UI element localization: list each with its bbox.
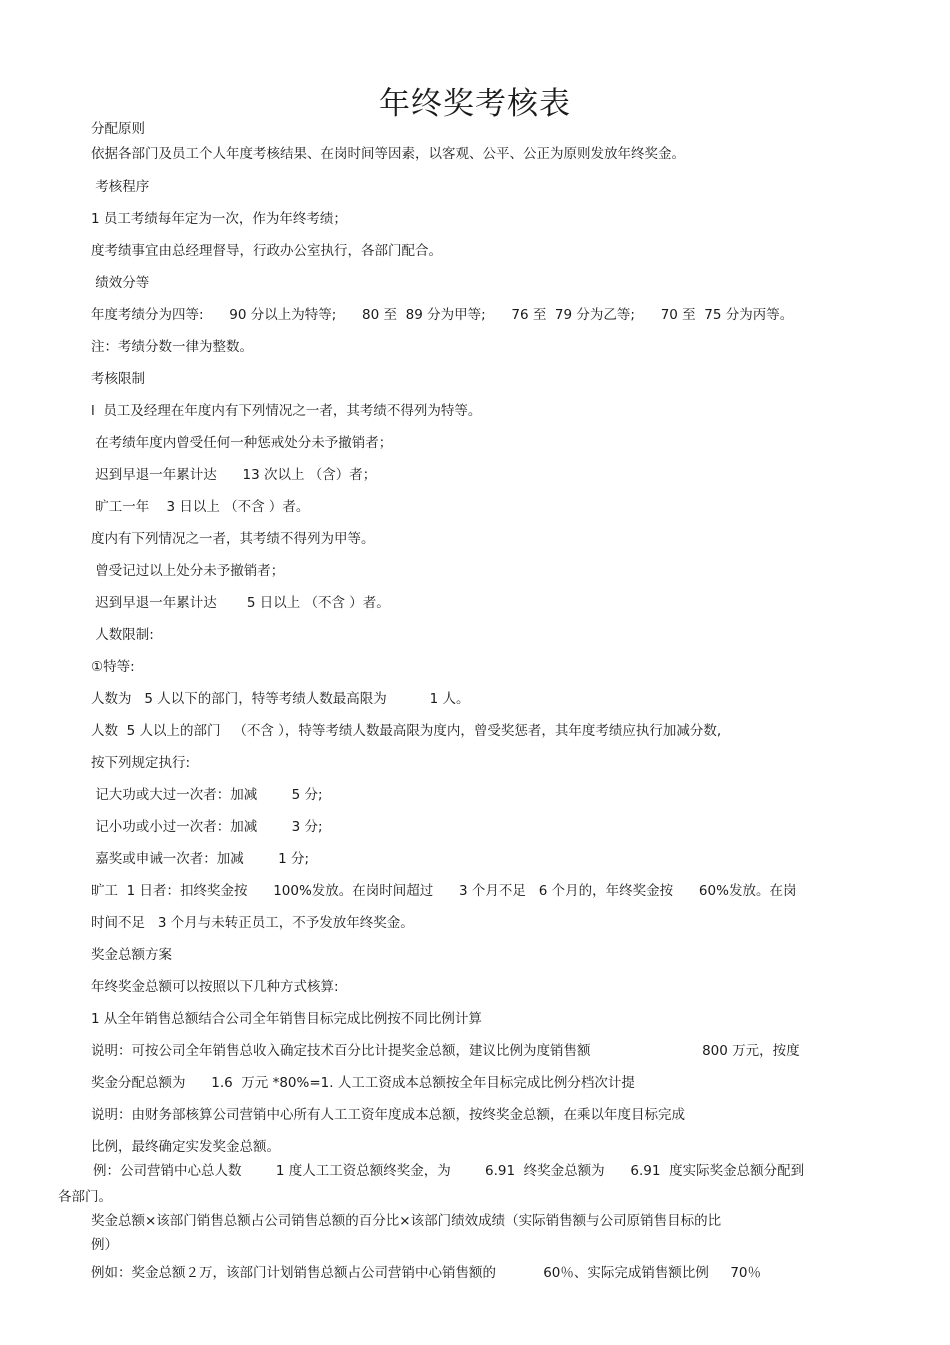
text-line: 人数 5 人以上的部门 （不含 ），特等考绩人数最高限为度内，曾受奖惩者，其年度考绩应执行加减分数, bbox=[91, 723, 722, 739]
text-line: l 员工及经理在年度内有下列情况之一者，其考绩不得列为特等。 bbox=[91, 403, 482, 419]
text-line: 曾受记过以上处分未予撤销者； bbox=[91, 563, 285, 579]
text-line: 度考绩事宜由总经理督导，行政办公室执行，各部门配合。 bbox=[91, 243, 442, 259]
text-line: 说明：可按公司全年销售总收入确定技术百分比计提奖金总额，建议比例为度销售额 800 万元，按度 bbox=[91, 1043, 800, 1059]
text-line: 例：公司营销中心总人数 1 度人工工资总额终奖金，为 6.91 终奖金总额为 6.91 度实际奖金总额分配到 bbox=[93, 1163, 805, 1179]
text-line: 奖金总额方案 bbox=[91, 947, 172, 963]
text-line: 迟到早退一年累计达 5 日以上 （不含 ）者。 bbox=[91, 595, 390, 611]
text-line: 例） bbox=[91, 1237, 118, 1253]
text-line: 记大功或大过一次者：加减 5 分; bbox=[91, 787, 323, 803]
document-title: 年终奖考核表 bbox=[379, 86, 571, 122]
text-line: 按下列规定执行: bbox=[91, 755, 191, 771]
text-line: 迟到早退一年累计达 13 次以上 （含）者； bbox=[91, 467, 377, 483]
text-line: 各部门。 bbox=[58, 1189, 112, 1205]
text-line: 旷工一年 3 日以上 （不含 ）者。 bbox=[91, 499, 310, 515]
text-line: 旷工 1 日者：扣终奖金按 100%发放。在岗时间超过 3 个月不足 6 个月的，年终奖金按 60%发放。在岗 bbox=[91, 883, 797, 899]
text-line: 考核限制 bbox=[91, 371, 145, 387]
text-line: 依据各部门及员工个人年度考核结果、在岗时间等因素，以客观、公平、公正为原则发放年终奖金。 bbox=[91, 146, 685, 162]
text-line: 1 从全年销售总额结合公司全年销售目标完成比例按不同比例计算 bbox=[91, 1011, 482, 1027]
text-line: 人数限制: bbox=[91, 627, 154, 643]
text-line: 人数为 5 人以下的部门，特等考绩人数最高限为 1 人。 bbox=[91, 691, 470, 707]
text-line: 比例，最终确定实发奖金总额。 bbox=[91, 1139, 280, 1155]
text-line: 奖金分配总额为 1.6 万元 *80%=1. 人工工资成本总额按全年目标完成比例分档次计提 bbox=[91, 1075, 635, 1091]
text-line: 分配原则 bbox=[91, 121, 145, 137]
text-line: 说明：由财务部核算公司营销中心所有人工工资年度成本总额，按终奖金总额，在乘以年度目标完成 bbox=[91, 1107, 685, 1123]
text-line: 绩效分等 bbox=[91, 275, 150, 291]
text-line: 记小功或小过一次者：加减 3 分; bbox=[91, 819, 323, 835]
text-line: 年终奖金总额可以按照以下几种方式核算: bbox=[91, 979, 339, 995]
text-line: 嘉奖或申诫一次者：加减 1 分; bbox=[91, 851, 310, 867]
text-line: 考核程序 bbox=[91, 179, 150, 195]
text-line: 度内有下列情况之一者，其考绩不得列为甲等。 bbox=[91, 531, 375, 547]
text-line: 奖金总额×该部门销售总额占公司销售总额的百分比×该部门绩效成绩（实际销售额与公司原销售目标的比 bbox=[91, 1213, 722, 1229]
text-line: 例如：奖金总额２万，该部门计划销售总额占公司营销中心销售额的 60％、实际完成销售额比例 70％ bbox=[91, 1265, 762, 1281]
text-line: 注：考绩分数一律为整数。 bbox=[91, 339, 253, 355]
text-line: 时间不足 3 个月与未转正员工，不予发放年终奖金。 bbox=[91, 915, 414, 931]
text-line: 1 员工考绩每年定为一次，作为年终考绩； bbox=[91, 211, 347, 227]
text-line: 在考绩年度内曾受任何一种惩戒处分未予撤销者； bbox=[91, 435, 393, 451]
text-line: 年度考绩分为四等: 90 分以上为特等; 80 至 89 分为甲等; 76 至 79 分为乙等; 70 至 75 分为丙等。 bbox=[91, 307, 794, 323]
text-line: ①特等: bbox=[91, 659, 135, 675]
